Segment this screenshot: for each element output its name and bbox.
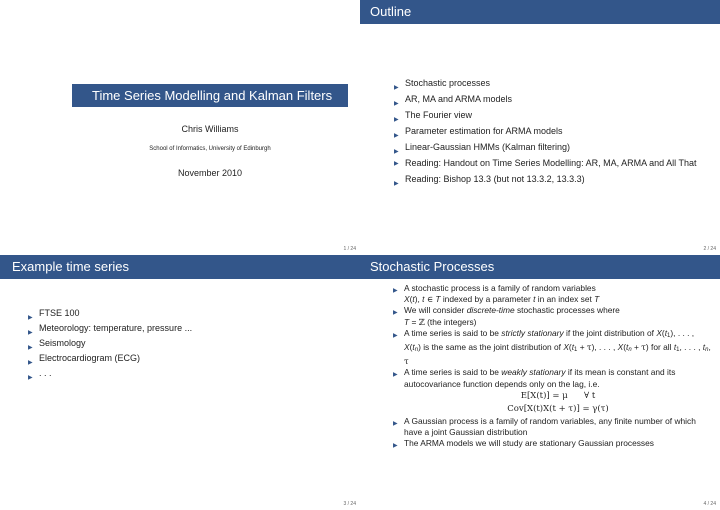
triangle-bullet-icon: ▶ bbox=[394, 101, 399, 107]
examples-list bbox=[27, 306, 327, 381]
equation-mean: E[X(t)] = μ ∀ t bbox=[520, 390, 596, 401]
triangle-bullet-icon: ▶ bbox=[394, 133, 399, 139]
triangle-bullet-icon: ▶ bbox=[28, 315, 33, 321]
list-item: ▶ Electrocardiogram (ECG) bbox=[27, 351, 327, 366]
presentation-date: November 2010 bbox=[177, 168, 243, 178]
list-item: ▶ Linear-Gaussian HMMs (Kalman filtering) bbox=[393, 139, 708, 155]
list-item: ▶ AR, MA and ARMA models bbox=[393, 91, 708, 107]
list-item: ▶ Meteorology: temperature, pressure ... bbox=[27, 321, 327, 336]
triangle-bullet-icon: ▶ bbox=[28, 360, 33, 366]
list-item: ▶ Parameter estimation for ARMA models bbox=[393, 123, 708, 139]
triangle-bullet-icon: ▶ bbox=[393, 443, 398, 450]
list-item: ▶ A time series is said to be weakly stationary if its mean is constant and its autocovariance function depends only on the lag, i.e. E[X(t)] = μ ∀ t Cov[X(t)X(t + τ)] = γ(τ) bbox=[392, 367, 712, 415]
triangle-bullet-icon: ▶ bbox=[28, 375, 33, 381]
triangle-bullet-icon: ▶ bbox=[394, 85, 399, 91]
equation-autocovariance: Cov[X(t)X(t + τ)] = γ(τ) bbox=[507, 403, 609, 414]
list-item: ▶ The ARMA models we will study are stationary Gaussian processes bbox=[392, 438, 712, 449]
institute-name: School of Informatics, University of Edinburgh bbox=[149, 146, 271, 152]
list-item: ▶ We will consider discrete-time stochastic processes where T = ℤ (the integers) bbox=[393, 305, 620, 327]
triangle-bullet-icon: ▶ bbox=[393, 372, 398, 379]
triangle-bullet-icon: ▶ bbox=[394, 181, 399, 187]
page-number: 2 / 24 bbox=[703, 246, 716, 252]
triangle-bullet-icon: ▶ bbox=[394, 161, 399, 167]
slide-title: Stochastic Processes bbox=[370, 259, 495, 274]
author-name: Chris Williams bbox=[181, 124, 239, 134]
page-number: 1 / 24 bbox=[343, 246, 356, 252]
list-item: ▶ Reading: Handout on Time Series Modelling: AR, MA, ARMA and All That bbox=[394, 158, 697, 168]
list-item: ▶ A time series is said to be strictly stationary if the joint distribution of X(t1), . . . , X(tn) is the same as the joint distribution of X(t1 + τ), . . . , X(tn + τ) for all t1, . . . , tn, τ bbox=[393, 327, 711, 367]
slide-stochastic-processes bbox=[360, 255, 720, 510]
outline-list bbox=[393, 75, 708, 187]
slide-title bbox=[0, 0, 360, 255]
slide-example-time-series bbox=[0, 255, 360, 510]
triangle-bullet-icon: ▶ bbox=[28, 330, 33, 336]
triangle-bullet-icon: ▶ bbox=[393, 420, 398, 427]
slide-header bbox=[360, 0, 720, 24]
slide-title: Example time series bbox=[12, 259, 130, 274]
list-item: ▶ . . . bbox=[27, 366, 327, 381]
triangle-bullet-icon: ▶ bbox=[393, 310, 398, 317]
triangle-bullet-icon: ▶ bbox=[28, 345, 33, 351]
slide-header bbox=[0, 255, 360, 279]
list-item: ▶ The Fourier view bbox=[393, 107, 708, 123]
list-item: ▶ Stochastic processes bbox=[393, 75, 708, 91]
list-item: ▶ A Gaussian process is a family of random variables, any finite number of which have a joint Gaussian distribution bbox=[393, 415, 696, 438]
page-number: 3 / 24 bbox=[343, 501, 356, 507]
slide-outline bbox=[360, 0, 720, 255]
triangle-bullet-icon: ▶ bbox=[393, 288, 398, 294]
list-item: ▶ Seismology bbox=[27, 336, 327, 351]
list-item: ▶ FTSE 100 bbox=[27, 306, 327, 321]
slide-title: Outline bbox=[370, 4, 412, 19]
triangle-bullet-icon: ▶ bbox=[394, 117, 399, 123]
slide-header bbox=[360, 255, 720, 279]
page-number: 4 / 24 bbox=[703, 501, 716, 507]
triangle-bullet-icon: ▶ bbox=[394, 149, 399, 155]
list-item: ▶ Reading: Bishop 13.3 (but not 13.3.2, 13.3.3) bbox=[393, 171, 708, 187]
list-item: ▶ A stochastic process is a family of random variables X(t), t ∈ T indexed by a parameter t in an index set T bbox=[393, 283, 600, 305]
presentation-title: Time Series Modelling and Kalman Filters bbox=[92, 88, 333, 103]
definitions-list bbox=[392, 283, 712, 449]
triangle-bullet-icon: ▶ bbox=[393, 332, 398, 339]
title-banner bbox=[72, 84, 348, 107]
